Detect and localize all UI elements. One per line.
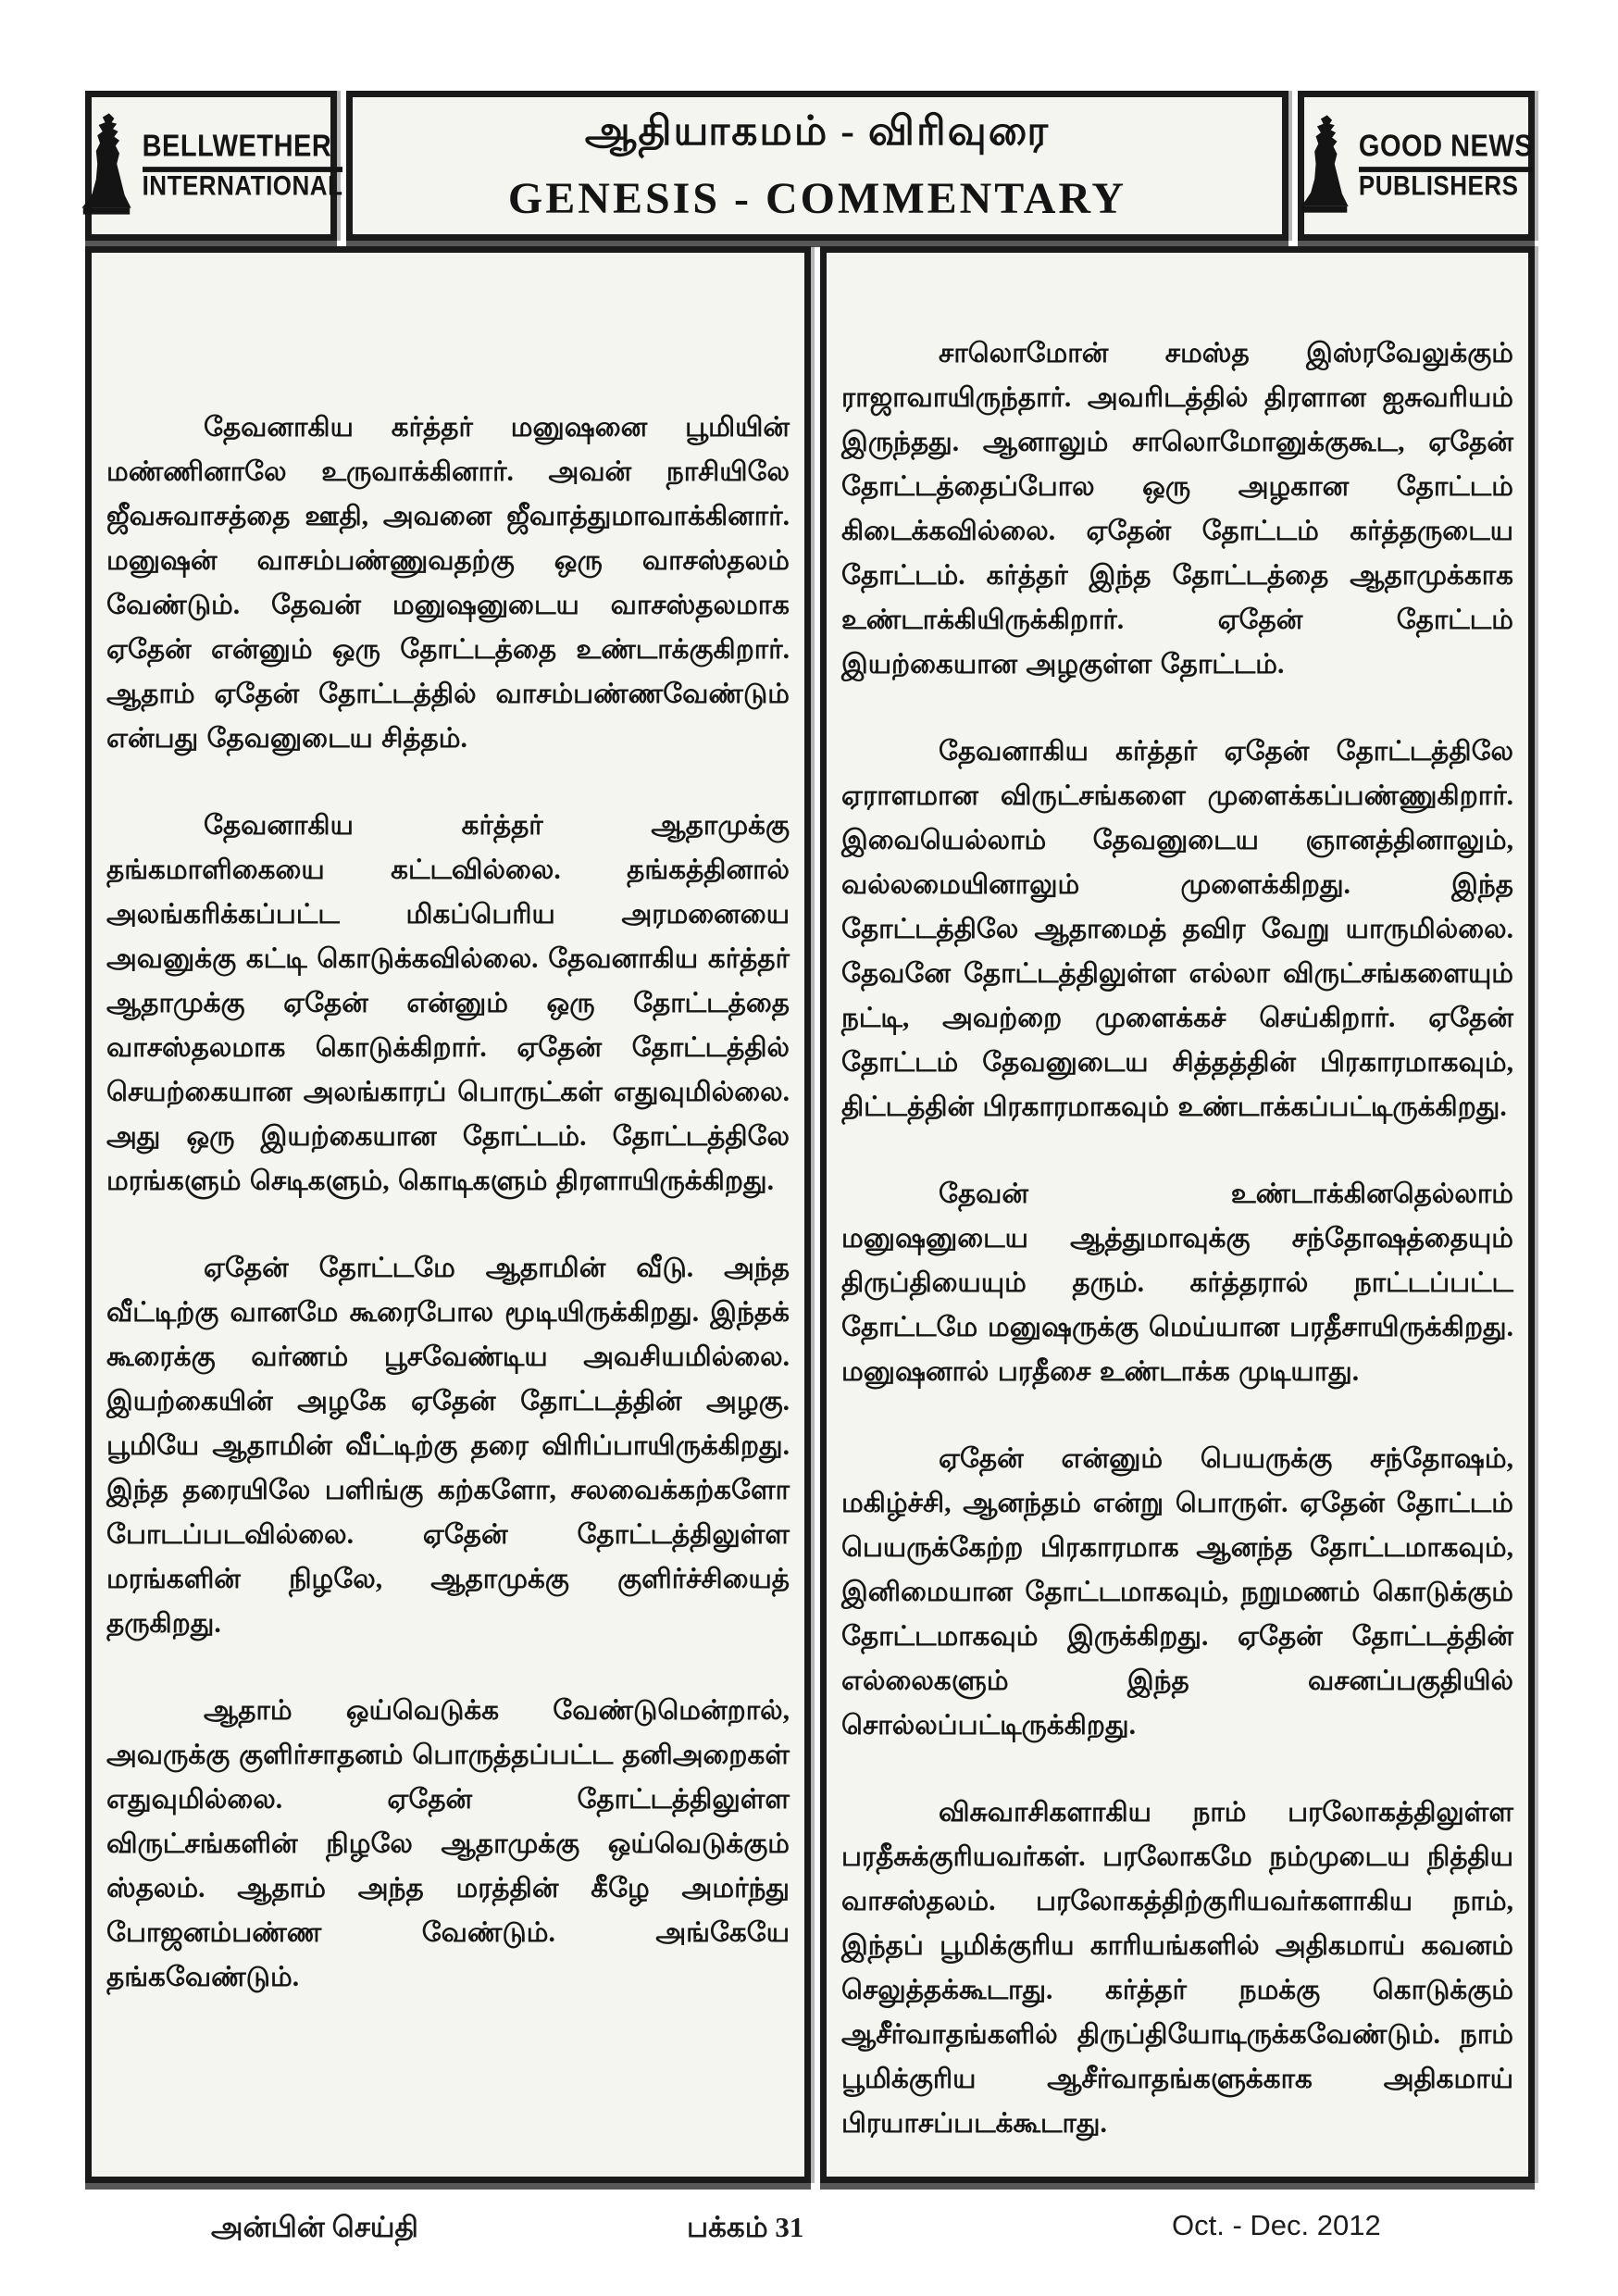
- page-title-tamil: ஆதியாகமம் - விரிவுரை: [584, 108, 1051, 154]
- left-text-column: [85, 246, 811, 2183]
- header-left-logo-box: [85, 91, 343, 241]
- paragraph: ஏதேன் என்னும் பெயருக்கு சந்தோஷம், மகிழ்ச்சி, ஆனந்தம் என்று பொருள். ஏதேன் தோட்டம் பெயருக்கேற்ற பிரகாரமாக ஆனந்த தோட்டமாகவும், இனிமையான தோட்டமாகவும், நறுமணம் கொடுக்கும் தோட்டமாகவும் இருக்கிறது. ஏதேன் தோட்டத்தின் எல்லைகளும் இந்த வசனப்பகுதியில் சொல்லப்பட்டிருக்கிறது.: [841, 1444, 1513, 1741]
- paragraph: தேவனாகிய கர்த்தர் ஆதாமுக்கு தங்கமாளிகையை கட்டவில்லை. தங்கத்தினால் அலங்கரிக்கப்பட்ட மிகப்பெரிய அரமனையை அவனுக்கு கட்டி கொடுக்கவில்லை. தேவனாகிய கர்த்தர் ஆதாமுக்கு ஏதேன் என்னும் ஒரு தோட்டத்தை வாசஸ்தலமாக கொடுக்கிறார். ஏதேன் தோட்டத்தில் செயற்கையான அலங்காரப் பொருட்கள் எதுவுமில்லை. அது ஒரு இயற்கையான தோட்டம். தோட்டத்திலே மரங்களும் செடிகளும், கொடிகளும் திரளாயிருக்கிறது.: [106, 811, 790, 1196]
- statue-icon: [1300, 114, 1350, 218]
- good-news-logo-text: [1358, 129, 1534, 202]
- paragraph: விசுவாசிகளாகிய நாம் பரலோகத்திலுள்ள பரதீசுக்குரியவர்கள். பரலோகமே நம்முடைய நித்திய வாசஸ்தலம். பரலோகத்திற்குரியவர்களாகிய நாம், இந்தப் பூமிக்குரிய காரியங்களில் அதிகமாய் கவனம் செலுத்தக்கூடாது. கர்த்தர் நமக்கு கொடுக்கும் ஆசீர்வாதங்களில் திருப்தியோடிருக்கவேண்டும். நாம் பூமிக்குரிய ஆசீர்வாதங்களுக்காக அதிகமாய் பிரயாசப்படக்கூடாது.: [841, 1798, 1513, 2139]
- statue-icon: [80, 112, 133, 220]
- title-block: [353, 97, 1282, 234]
- footer-issue-date: Oct. - Dec. 2012: [1172, 2209, 1381, 2241]
- paragraph: சாலொமோன் சமஸ்த இஸ்ரவேலுக்கும் ராஜாவாயிருந்தார். அவரிடத்தில் திரளான ஐசுவரியம் இருந்தது. ஆனாலும் சாலொமோனுக்குகூட, ஏதேன் தோட்டத்தைப்போல ஒரு அழகான தோட்டம் கிடைக்கவில்லை. ஏதேன் தோட்டம் கர்த்தருடைய தோட்டம். கர்த்தர் இந்த தோட்டத்தை ஆதாமுக்காக உண்டாக்கியிருக்கிறார். ஏதேன் தோட்டம் இயற்கையான அழகுள்ள தோட்டம்.: [841, 339, 1513, 680]
- paragraph: ஆதாம் ஒய்வெடுக்க வேண்டுமென்றால், அவருக்கு குளிர்சாதனம் பொருத்தப்பட்ட தனிஅறைகள் எதுவுமில்லை. ஏதேன் தோட்டத்திலுள்ள விருட்சங்களின் நிழலே ஆதாமுக்கு ஒய்வெடுக்கும் ஸ்தலம். ஆதாம் அந்த மரத்தின் கீழே அமர்ந்து போஜனம்பண்ண வேண்டும். அங்கேயே தங்கவேண்டும்.: [106, 1696, 790, 1992]
- footer-page-number: பக்கம் 31: [687, 2211, 804, 2243]
- paragraph: தேவனாகிய கர்த்தர் மனுஷனை பூமியின் மண்ணினாலே உருவாக்கினார். அவன் நாசியிலே ஜீவசுவாசத்தை ஊதி, அவனை ஜீவாத்துமாவாக்கினார். மனுஷன் வாசம்பண்ணுவதற்கு ஒரு வாசஸ்தலம் வேண்டும். தேவன் மனுஷனுடைய வாசஸ்தலமாக ஏதேன் என்னும் ஒரு தோட்டத்தை உண்டாக்குகிறார். ஆதாம் ஏதேன் தோட்டத்தில் வாசம்பண்ணவேண்டும் என்பது தேவனுடைய சித்தம்.: [106, 413, 790, 754]
- bellwether-logo-text: [142, 129, 343, 202]
- paragraph: தேவன் உண்டாக்கினதெல்லாம் மனுஷனுடைய ஆத்துமாவுக்கு சந்தோஷத்தையும் திருப்தியையும் தரும். கர்த்தரால் நாட்டப்பட்ட தோட்டமே மனுஷருக்கு மெய்யான பரதீசாயிருக்கிறது. மனுஷனால் பரதீசை உண்டாக்க முடியாது.: [841, 1179, 1513, 1387]
- footer-publication-name: அன்பின் செய்தி: [211, 2211, 418, 2243]
- logo-line-2: INTERNATIONAL: [142, 168, 343, 202]
- logo-line-1: BELLWETHER: [143, 131, 343, 172]
- good-news-logo: [1304, 97, 1534, 234]
- header-right-logo-box: [1298, 91, 1535, 241]
- paragraph: ஏதேன் தோட்டமே ஆதாமின் வீடு. அந்த வீட்டிற்கு வானமே கூரைபோல மூடியிருக்கிறது. இந்தக் கூரைக்கு வர்ணம் பூசவேண்டிய அவசியமில்லை. இயற்கையின் அழகே ஏதேன் தோட்டத்தின் அழகு. பூமியே ஆதாமின் வீட்டிற்கு தரை விரிப்பாயிருக்கிறது. இந்த தரையிலே பளிங்கு கற்களோ, சலவைக்கற்களோ போடப்படவில்லை. ஏதேன் தோட்டத்திலுள்ள மரங்களின் நிழலே, ஆதாமுக்கு குளிர்ச்சியைத் தருகிறது.: [106, 1254, 790, 1639]
- right-text-column: [820, 246, 1535, 2183]
- page-title-english: GENESIS - COMMENTARY: [507, 174, 1127, 223]
- paragraph: தேவனாகிய கர்த்தர் ஏதேன் தோட்டத்திலே ஏராளமான விருட்சங்களை முளைக்கப்பண்ணுகிறார். இவையெல்லாம் தேவனுடைய ஞானத்தினாலும், வல்லமையினாலும் முளைக்கிறது. இந்த தோட்டத்திலே ஆதாமைத் தவிர வேறு யாருமில்லை. தேவனே தோட்டத்திலுள்ள எல்லா விருட்சங்களையும் நட்டி, அவற்றை முளைக்கச் செய்கிறார். ஏதேன் தோட்டம் தேவனுடைய சித்தத்தின் பிரகாரமாகவும், திட்டத்தின் பிரகாரமாகவும் உண்டாக்கப்பட்டிருக்கிறது.: [841, 737, 1513, 1122]
- logo-line-1: GOOD NEWS: [1359, 131, 1533, 172]
- header-title-box: [346, 91, 1288, 241]
- logo-line-2: PUBLISHERS: [1358, 168, 1519, 202]
- bellwether-logo: [92, 97, 343, 234]
